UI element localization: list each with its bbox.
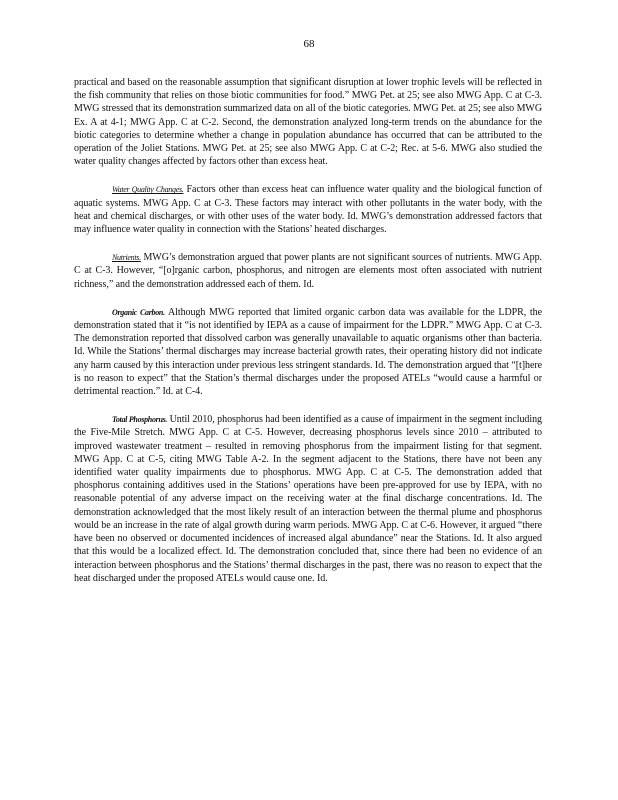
document-body bbox=[74, 76, 542, 585]
paragraph-text: Although MWG reported that limited organic carbon data was available for the LDPR, the demonstration stated that it “is not identified by IEPA as a cause of impairment for the LDPR.” MWG App. C at C-3. The demonstration reported that dissolved carbon was generally unavailable to aquatic organisms other than bacteria. Id. While the Stations’ thermal discharges may increase bacterial growth rates, their operating history did not indicate any harm caused by this interaction under previous less stringent standards. Id. The demonstration argued that “[t]here is no reason to expect” that the Station’s thermal discharges under the proposed ATELs “would cause a harmful or detrimental reaction.” Id. at C-4. bbox=[74, 306, 543, 398]
paragraph-fish-community bbox=[74, 76, 542, 168]
paragraph-organic-carbon bbox=[74, 306, 542, 398]
paragraph-text: Factors other than excess heat can influence water quality and the biological function of aquatic systems. MWG App. C at C-3. These factors may interact with other pollutants in the water body, with the heat and chemical discharges, or with other uses of the water body. Id. MWG’s demonstration addressed factors that may influence water quality in connection with the Stations’ heated discharges. bbox=[74, 184, 543, 236]
page-number: 68 bbox=[303, 38, 315, 50]
paragraph-spacer bbox=[74, 168, 542, 183]
paragraph-spacer bbox=[74, 236, 542, 251]
paragraph-text: MWG’s demonstration argued that power plants are not significant sources of nutrients. MWG App. C at C-3. However, “[o]rganic carbon, phosphorus, and nitrogen are elements most often associated with nutrient richness,” and the demonstration addressed each of them. Id. bbox=[74, 252, 542, 290]
section-heading-organic-carbon: Organic Carbon. bbox=[112, 307, 165, 317]
paragraph-nutrients bbox=[74, 251, 542, 291]
paragraph-spacer bbox=[74, 291, 542, 306]
section-heading-water-quality: Water Quality Changes. bbox=[112, 185, 184, 195]
paragraph-text: Until 2010, phosphorus had been identified as a cause of impairment in the segment including the Five-Mile Stretch. MWG App. C at C-5. However, decreasing phosphorus levels since 2010 – attributed to improved wastewater treatment – resulted in removing phosphorus from the impairment listing for that segment. MWG App. C at C-5, citing MWG Table A-2. In the segment adjacent to the Stations, there have not been any identified water quality impairments due to phosphorus. MWG App. C at C-5. The demonstration added that phosphorus containing additives used in the Stations’ operations have been pre-approved for use by IEPA, with no reasonable potential of any adverse impact on the receiving water at the final discharge concentrations. Id. The demonstration acknowledged that the most likely result of an interaction between the thermal plume and phosphorus would be an increase in the rate of algal growth during warm periods. MWG App. C at C-6. However, it argued “there have been no observed or documented incidences of increased algal abundance” near the Stations. Id. It also argued that this would be a localized effect. Id. The demonstration concluded that, since there had been no evidence of an interaction between phosphorus and the Stations’ thermal discharges in the past, there was no reason to expect that the heat discharged under the proposed ATELs would cause one. Id. bbox=[74, 414, 542, 584]
paragraph-text: practical and based on the reasonable assumption that significant disruption at lower trophic levels will be reflected in the fish community that relies on those biotic communities for food.” MWG Pet. at 25; see also MWG App. C at C-3. MWG stressed that its demonstration summarized data on all of the biotic categories. MWG Pet. at 25; see also MWG Ex. A at 4-1; MWG App. C at C-2. Second, the demonstration analyzed long-term trends on the abundance for the biotic categories to determine whether a change in population abundance has occurred that can be attributed to the operation of the Joliet Stations. MWG Pet. at 25; see also MWG App. C at C-2; Rec. at 5-6. MWG also studied the water quality changes affected by factors other than excess heat. bbox=[74, 77, 542, 168]
section-heading-nutrients: Nutrients. bbox=[112, 253, 141, 263]
paragraph-total-phosphorus bbox=[74, 413, 542, 585]
paragraph-water-quality bbox=[74, 183, 542, 236]
paragraph-spacer bbox=[74, 398, 542, 413]
section-heading-total-phosphorus: Total Phosphorus. bbox=[112, 415, 168, 425]
